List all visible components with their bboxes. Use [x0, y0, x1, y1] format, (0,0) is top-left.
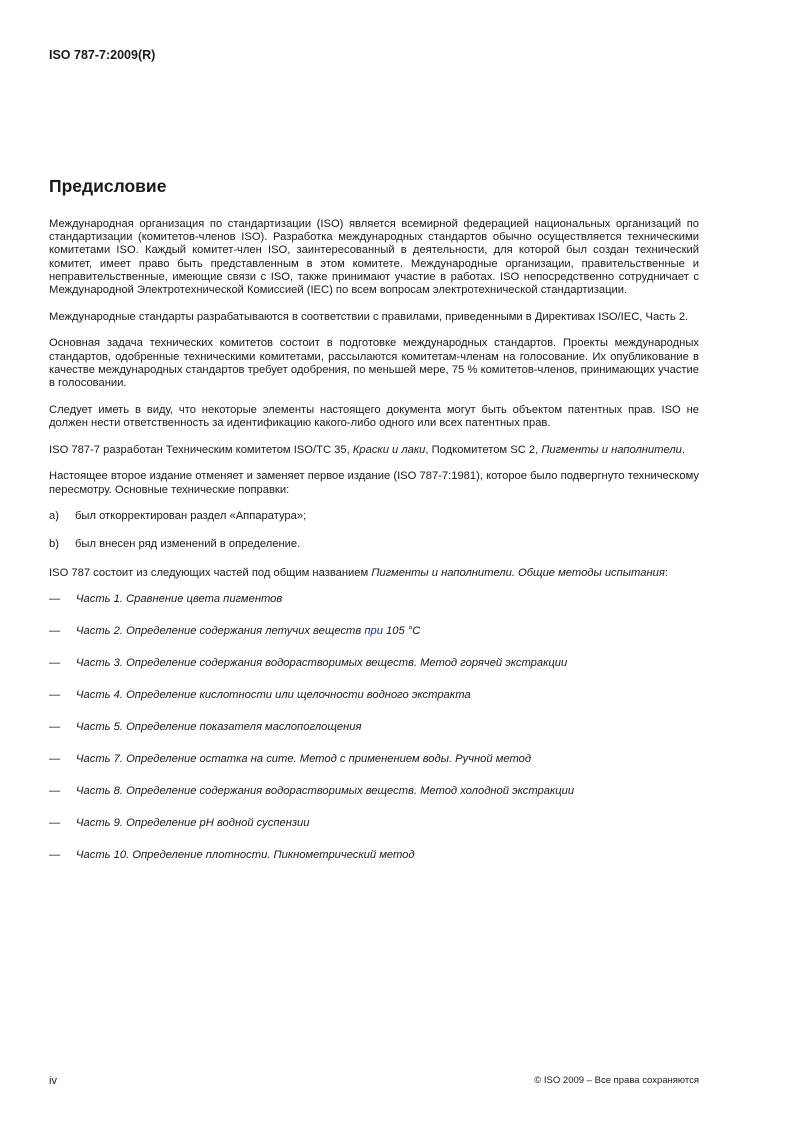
- list-item: a) был откорректирован раздел «Аппаратура»;: [49, 510, 307, 523]
- list-item: — Часть 9. Определение pH водной суспензии: [49, 817, 310, 830]
- page-number: iv: [49, 1075, 57, 1087]
- list-item: — Часть 7. Определение остатка на сите. Метод с применением воды. Ручной метод: [49, 753, 532, 766]
- list-item: — Часть 1. Сравнение цвета пигментов: [49, 593, 283, 606]
- list-item: — Часть 5. Определение показателя маслопоглощения: [49, 721, 362, 734]
- paragraph-patent-notice: Следует иметь в виду, что некоторые элементы настоящего документа могут быть объектом патентных прав. ISO не должен нести ответственность за идентификацию какого-либо одного или всех патентных прав.: [49, 403, 699, 429]
- dash-bullet: —: [49, 689, 61, 702]
- dash-bullet: —: [49, 721, 61, 734]
- dash-bullet: —: [49, 785, 61, 798]
- list-item: — Часть 10. Определение плотности. Пикнометрический метод: [49, 849, 415, 862]
- paragraph-parts-intro: ISO 787 состоит из следующих частей под общим названием Пигменты и наполнители. Общие методы испытания:: [49, 566, 668, 579]
- list-item: — Часть 2. Определение содержания летучих веществ при 105 °C: [49, 625, 421, 638]
- dash-bullet: —: [49, 849, 61, 862]
- list-item: b) был внесен ряд изменений в определение.: [49, 538, 301, 551]
- page-title: Предисловие: [49, 176, 167, 196]
- copyright-notice: © ISO 2009 – Все права сохраняются: [534, 1075, 699, 1086]
- paragraph-edition: Настоящее второе издание отменяет и заменяет первое издание (ISO 787-7:1981), которое было подвергнуто техническому пересмотру. Основные технические поправки:: [49, 470, 699, 496]
- list-item: — Часть 3. Определение содержания водорастворимых веществ. Метод горячей экстракции: [49, 657, 568, 670]
- list-item: — Часть 4. Определение кислотности или щелочности водного экстракта: [49, 689, 471, 702]
- dash-bullet: —: [49, 625, 61, 638]
- document-id-header: ISO 787-7:2009(R): [49, 48, 156, 62]
- list-item: — Часть 8. Определение содержания водорастворимых веществ. Метод холодной экстракции: [49, 785, 575, 798]
- foreword-body: [49, 218, 699, 881]
- paragraph-iso-intro: Международная организация по стандартизации (ISO) является всемирной федерацией национальных организаций по стандартизации (комитетов-членов ISO). Разработка международных стандартов обычно осуществляется техническими комитетами ISO. Каждый комитет-член ISO, заинтересованный в деятельности, для которой был создан технический комитет, имеет право быть представленным в этом комитете. Международные организации, правительственные и неправительственные, имеющие связи с ISO, также принимают участие в работах. ISO непосредственно сотрудничает с Международной Электротехнической Комиссией (IEC) по всем вопросам электротехнической стандартизации.: [49, 218, 699, 297]
- dash-bullet: —: [49, 657, 61, 670]
- changes-list: [49, 510, 699, 551]
- paragraph-directives: Международные стандарты разрабатываются в соответствии с правилами, приведенными в Директивах ISO/IEC, Часть 2.: [49, 310, 689, 323]
- dash-bullet: —: [49, 753, 61, 766]
- parts-list: [49, 593, 699, 862]
- dash-bullet: —: [49, 593, 61, 606]
- paragraph-prepared-by: ISO 787-7 разработан Техническим комитетом ISO/TC 35, Краски и лаки, Подкомитетом SC 2, Пигменты и наполнители.: [49, 443, 685, 456]
- pri-link[interactable]: при: [364, 625, 383, 638]
- dash-bullet: —: [49, 817, 61, 830]
- paragraph-committee-task: Основная задача технических комитетов состоит в подготовке международных стандартов. Проекты международных стандартов, одобренные техническими комитетами, рассылаются комитетам-членам на голосование. Их опубликование в качестве международных стандартов требует одобрения, по меньшей мере, 75 % комитетов-членов, принимающих участие в голосовании.: [49, 337, 699, 390]
